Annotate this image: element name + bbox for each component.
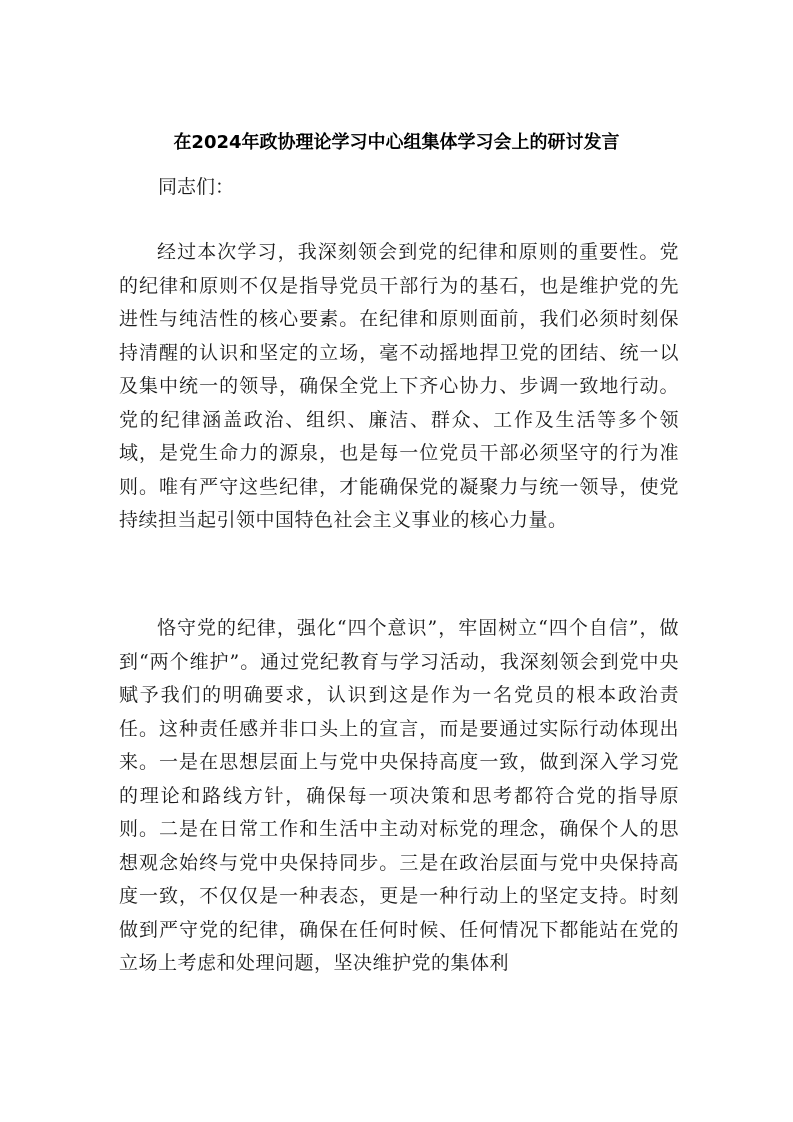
paragraph-1: 经过本次学习，我深刻领会到党的纪律和原则的重要性。党的纪律和原则不仅是指导党员干部行为的基石，也是维护党的先进性与纯洁性的核心要素。在纪律和原则面前，我们必须时刻保持清醒的认识和坚定的立场，毫不动摇地捍卫党的团结、统一以及集中统一的领导，确保全党上下齐心协力、步调一致地行动。党的纪律涵盖政治、组织、廉洁、群众、工作及生活等多个领域，是党生命力的源泉，也是每一位党员干部必须坚守的行为准则。唯有严守这些纪律，才能确保党的凝聚力与统一领导，使党持续担当起引领中国特色社会主义事业的核心力量。	[119, 241, 679, 531]
paragraph-2: 恪守党的纪律，强化“四个意识”，牢固树立“四个自信”，做到“两个维护”。通过党纪教育与学习活动，我深刻领会到党中央赋予我们的明确要求，认识到这是作为一名党员的根本政治责任。这种责任感并非口头上的宣言，而是要通过实际行动体现出来。一是在思想层面上与党中央保持高度一致，做到深入学习党的理论和路线方针，确保每一项决策和思考都符合党的指导原则。二是在日常工作和生活中主动对标党的理念，确保个人的思想观念始终与党中央保持同步。三是在政治层面与党中央保持高度一致，不仅仅是一种表态，更是一种行动上的坚定支持。时刻做到严守党的纪律，确保在任何时候、任何情况下都能站在党的立场上考虑和处理问题，坚决维护党的集体利	[119, 617, 679, 974]
greeting: 同志们：	[158, 176, 235, 198]
document-title: 在2024年政协理论学习中心组集体学习会上的研讨发言	[173, 132, 620, 153]
